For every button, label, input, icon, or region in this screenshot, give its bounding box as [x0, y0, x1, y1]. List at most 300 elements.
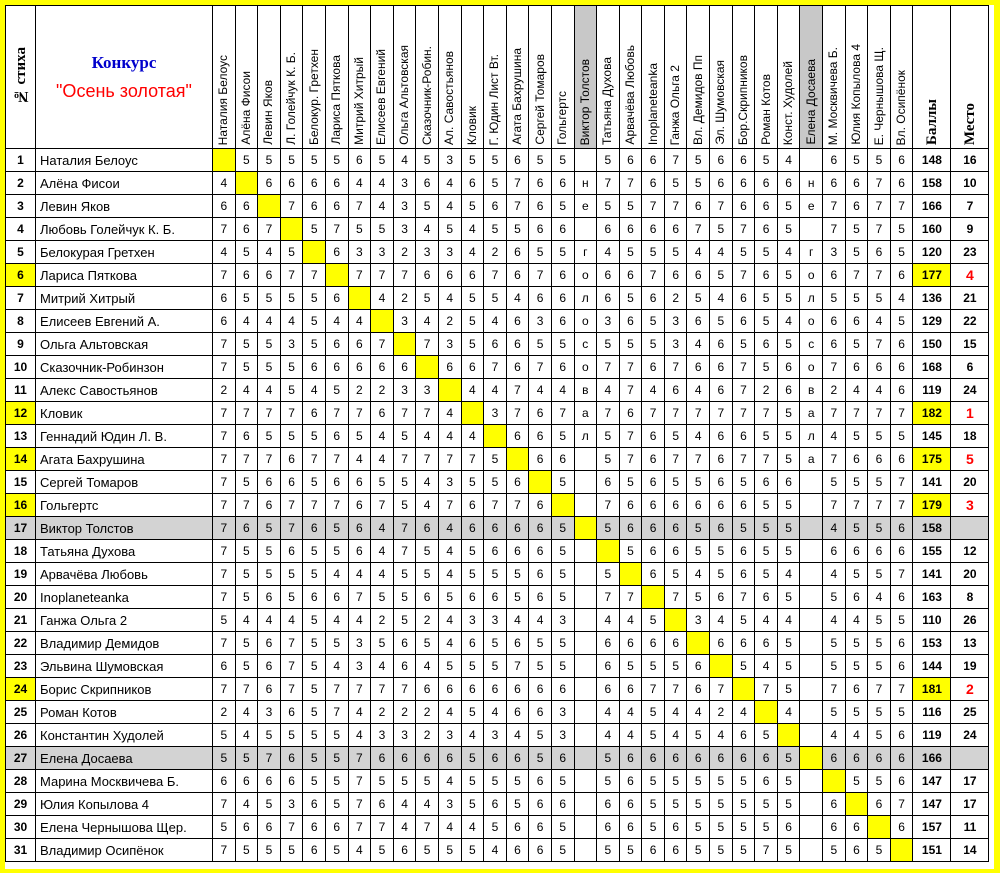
place-cell: 9: [951, 218, 989, 241]
score-cell: [800, 839, 823, 862]
score-cell: 4: [710, 241, 733, 264]
score-cell: 6: [710, 333, 733, 356]
score-cell: 6: [619, 632, 642, 655]
score-cell: 6: [845, 356, 868, 379]
score-cell: 7: [732, 402, 755, 425]
score-cell: 5: [619, 195, 642, 218]
score-cell: [574, 149, 597, 172]
score-cell: 5: [823, 632, 846, 655]
score-cell: 7: [393, 448, 416, 471]
table-row: [6, 264, 989, 287]
points-header-label: Баллы: [923, 98, 940, 145]
score-cell: 6: [303, 402, 326, 425]
score-cell: 6: [687, 655, 710, 678]
score-cell: 4: [280, 310, 303, 333]
score-cell: 5: [823, 471, 846, 494]
score-cell: 5: [235, 563, 258, 586]
score-cell: 5: [823, 586, 846, 609]
score-cell: 5: [393, 494, 416, 517]
score-cell: 7: [416, 448, 439, 471]
score-cell: 4: [461, 724, 484, 747]
score-cell: 6: [868, 448, 891, 471]
place-cell: 6: [951, 356, 989, 379]
score-cell: 7: [687, 218, 710, 241]
score-cell: 5: [348, 425, 371, 448]
judge-name: Сказочник-Робин.: [419, 45, 434, 145]
score-cell: 6: [213, 287, 236, 310]
results-table: [5, 5, 989, 862]
score-cell: л: [574, 425, 597, 448]
author-name-cell: Эльвина Шумовская: [36, 655, 213, 678]
table-row: [6, 747, 989, 770]
score-cell: 6: [687, 678, 710, 701]
score-cell: 7: [461, 448, 484, 471]
score-cell: 5: [461, 701, 484, 724]
score-cell: 3: [484, 609, 507, 632]
judge-header: [823, 6, 846, 149]
score-cell: 5: [868, 149, 891, 172]
judge-header: [777, 6, 800, 149]
score-cell: 6: [732, 287, 755, 310]
score-cell: 4: [506, 724, 529, 747]
score-cell: 5: [777, 770, 800, 793]
poem-number-cell: 16: [6, 494, 36, 517]
score-cell: а: [800, 402, 823, 425]
score-cell: о: [574, 264, 597, 287]
score-cell: 5: [303, 425, 326, 448]
score-cell: 6: [664, 747, 687, 770]
score-cell: 6: [484, 517, 507, 540]
score-cell: 6: [687, 747, 710, 770]
score-cell: 6: [755, 586, 778, 609]
score-cell: 6: [732, 747, 755, 770]
score-cell: 5: [642, 310, 665, 333]
score-cell: 6: [258, 494, 281, 517]
score-cell: 7: [890, 195, 913, 218]
score-cell: 6: [506, 149, 529, 172]
judge-name: Ал. Савостьянов: [442, 51, 457, 145]
score-cell: 5: [280, 241, 303, 264]
score-cell: 5: [529, 632, 552, 655]
score-cell: 3: [597, 310, 620, 333]
place-cell: 7: [951, 195, 989, 218]
score-cell: 7: [755, 839, 778, 862]
score-cell: 5: [461, 540, 484, 563]
score-cell: 6: [687, 195, 710, 218]
judge-header: [280, 6, 303, 149]
self-score-cell: [687, 632, 710, 655]
score-cell: [574, 218, 597, 241]
score-cell: 4: [303, 379, 326, 402]
place-cell: [951, 517, 989, 540]
self-score-cell: [777, 724, 800, 747]
score-cell: 6: [280, 701, 303, 724]
score-cell: 5: [461, 195, 484, 218]
score-cell: 5: [619, 287, 642, 310]
score-cell: 7: [371, 678, 394, 701]
table-row: [6, 517, 989, 540]
judge-name: Белокур. Гретхен: [306, 49, 321, 145]
score-cell: 5: [732, 517, 755, 540]
score-cell: 4: [710, 609, 733, 632]
score-cell: 4: [664, 724, 687, 747]
score-cell: 5: [303, 678, 326, 701]
score-cell: 7: [280, 402, 303, 425]
score-cell: 6: [235, 425, 258, 448]
points-cell: 177: [913, 264, 951, 287]
judge-name: Ольга Альтовская: [397, 45, 412, 145]
self-score-cell: [371, 310, 394, 333]
score-cell: 5: [890, 310, 913, 333]
score-cell: 6: [642, 517, 665, 540]
score-cell: 5: [687, 540, 710, 563]
score-cell: 5: [393, 471, 416, 494]
score-cell: 5: [258, 724, 281, 747]
score-cell: 6: [710, 149, 733, 172]
score-cell: 5: [213, 609, 236, 632]
place-header: [951, 6, 989, 149]
score-cell: 7: [664, 448, 687, 471]
score-cell: 2: [755, 379, 778, 402]
score-cell: 5: [777, 632, 800, 655]
score-cell: 7: [348, 770, 371, 793]
score-cell: 5: [755, 540, 778, 563]
score-cell: 6: [303, 839, 326, 862]
score-cell: 6: [438, 678, 461, 701]
judge-name: Ганжа Ольга 2: [668, 64, 683, 145]
score-cell: 5: [777, 517, 800, 540]
author-name-cell: Елена Чернышова Щер.: [36, 816, 213, 839]
score-cell: 7: [235, 678, 258, 701]
score-cell: 6: [664, 218, 687, 241]
score-cell: 4: [687, 701, 710, 724]
judge-header: [597, 6, 620, 149]
self-score-cell: [303, 241, 326, 264]
score-cell: 6: [325, 195, 348, 218]
judge-header: [438, 6, 461, 149]
score-cell: 6: [484, 195, 507, 218]
score-cell: 6: [890, 816, 913, 839]
score-cell: 5: [664, 172, 687, 195]
score-cell: 7: [371, 333, 394, 356]
table-row: [6, 425, 989, 448]
score-cell: 5: [710, 218, 733, 241]
table-row: [6, 563, 989, 586]
judge-name: Л. Голейчук К. Б.: [284, 52, 299, 145]
score-cell: 6: [664, 839, 687, 862]
score-cell: 4: [461, 241, 484, 264]
score-cell: 3: [393, 310, 416, 333]
score-cell: 6: [777, 379, 800, 402]
judge-name: Эл. Шумовская: [713, 60, 728, 145]
score-cell: 4: [687, 333, 710, 356]
judge-name: М. Москвичева Б.: [826, 46, 841, 145]
score-cell: 5: [235, 356, 258, 379]
score-cell: 6: [551, 448, 574, 471]
score-cell: 6: [258, 471, 281, 494]
score-cell: 7: [213, 793, 236, 816]
score-cell: [574, 770, 597, 793]
score-cell: 7: [280, 632, 303, 655]
score-cell: 5: [551, 195, 574, 218]
score-cell: 6: [732, 172, 755, 195]
score-cell: 6: [506, 425, 529, 448]
self-score-cell: [823, 770, 846, 793]
score-cell: 6: [506, 310, 529, 333]
score-cell: 3: [416, 241, 439, 264]
score-cell: 4: [461, 218, 484, 241]
score-cell: 6: [890, 747, 913, 770]
score-cell: 5: [325, 632, 348, 655]
poem-number-cell: 2: [6, 172, 36, 195]
judge-name: Сергей Томаров: [532, 54, 547, 145]
self-score-cell: [506, 448, 529, 471]
judge-header: [687, 6, 710, 149]
score-cell: 5: [597, 195, 620, 218]
score-cell: 6: [461, 632, 484, 655]
score-cell: 5: [461, 793, 484, 816]
score-cell: 6: [823, 816, 846, 839]
score-cell: 7: [755, 448, 778, 471]
score-cell: 7: [732, 356, 755, 379]
score-cell: 5: [280, 356, 303, 379]
points-cell: 136: [913, 287, 951, 310]
score-cell: 5: [393, 425, 416, 448]
score-cell: [800, 494, 823, 517]
score-cell: с: [574, 333, 597, 356]
score-cell: 7: [213, 218, 236, 241]
score-cell: 6: [823, 793, 846, 816]
score-cell: 5: [732, 241, 755, 264]
judge-header: [325, 6, 348, 149]
table-row: [6, 402, 989, 425]
author-name-cell: Алёна Фисои: [36, 172, 213, 195]
score-cell: 5: [710, 816, 733, 839]
score-cell: 4: [438, 287, 461, 310]
score-cell: 5: [755, 724, 778, 747]
table-row: [6, 471, 989, 494]
score-cell: 5: [258, 356, 281, 379]
score-cell: 6: [303, 793, 326, 816]
score-cell: 6: [823, 310, 846, 333]
score-cell: 5: [416, 839, 439, 862]
score-cell: 5: [845, 333, 868, 356]
score-cell: 7: [213, 402, 236, 425]
self-score-cell: [664, 609, 687, 632]
self-score-cell: [213, 149, 236, 172]
score-cell: 7: [213, 586, 236, 609]
score-cell: 5: [303, 609, 326, 632]
score-cell: 6: [393, 655, 416, 678]
self-score-cell: [235, 172, 258, 195]
score-cell: 4: [258, 310, 281, 333]
score-cell: 4: [687, 425, 710, 448]
score-cell: 5: [777, 839, 800, 862]
score-cell: 6: [506, 747, 529, 770]
score-cell: 3: [438, 724, 461, 747]
score-cell: 7: [890, 678, 913, 701]
self-score-cell: [258, 195, 281, 218]
score-cell: 7: [597, 494, 620, 517]
score-cell: 4: [371, 448, 394, 471]
score-cell: 2: [371, 379, 394, 402]
points-cell: 119: [913, 379, 951, 402]
score-cell: 7: [732, 218, 755, 241]
score-cell: 6: [461, 356, 484, 379]
score-cell: 6: [506, 264, 529, 287]
score-cell: 5: [642, 770, 665, 793]
table-row: [6, 793, 989, 816]
score-cell: 4: [461, 379, 484, 402]
judge-name: Елисеев Евгений: [374, 49, 389, 145]
table-row: [6, 310, 989, 333]
self-score-cell: [800, 747, 823, 770]
score-cell: 2: [393, 241, 416, 264]
score-cell: 7: [642, 195, 665, 218]
score-cell: 6: [845, 678, 868, 701]
score-cell: 5: [664, 793, 687, 816]
score-cell: 6: [823, 149, 846, 172]
score-cell: 6: [619, 678, 642, 701]
score-cell: 5: [348, 218, 371, 241]
score-cell: 6: [642, 218, 665, 241]
score-cell: 7: [823, 448, 846, 471]
score-cell: 6: [529, 494, 552, 517]
score-cell: 5: [551, 517, 574, 540]
score-cell: 4: [416, 793, 439, 816]
score-cell: 5: [303, 287, 326, 310]
score-cell: 7: [529, 356, 552, 379]
score-cell: 5: [506, 218, 529, 241]
score-cell: 4: [235, 609, 258, 632]
self-score-cell: [642, 586, 665, 609]
score-cell: 6: [890, 264, 913, 287]
score-cell: 4: [258, 379, 281, 402]
score-cell: 6: [845, 839, 868, 862]
score-cell: [574, 563, 597, 586]
score-cell: 4: [348, 172, 371, 195]
score-cell: 6: [890, 356, 913, 379]
score-cell: 7: [213, 333, 236, 356]
points-cell: 153: [913, 632, 951, 655]
score-cell: 7: [868, 494, 891, 517]
judge-header: [506, 6, 529, 149]
score-cell: 6: [348, 149, 371, 172]
score-cell: 3: [438, 333, 461, 356]
points-cell: 120: [913, 241, 951, 264]
score-cell: 6: [710, 448, 733, 471]
author-name-cell: Роман Котов: [36, 701, 213, 724]
table-row: [6, 195, 989, 218]
score-cell: 7: [280, 517, 303, 540]
score-cell: 4: [416, 471, 439, 494]
score-cell: 7: [687, 448, 710, 471]
score-cell: 5: [371, 218, 394, 241]
score-cell: [800, 218, 823, 241]
score-cell: 5: [551, 241, 574, 264]
table-row: [6, 586, 989, 609]
judge-header: [303, 6, 326, 149]
score-cell: 6: [619, 816, 642, 839]
score-cell: 6: [484, 586, 507, 609]
judge-header: [258, 6, 281, 149]
score-cell: 3: [393, 195, 416, 218]
place-cell: 20: [951, 563, 989, 586]
score-cell: 6: [235, 816, 258, 839]
score-cell: 5: [461, 471, 484, 494]
author-name-cell: Татьяна Духова: [36, 540, 213, 563]
score-cell: 5: [642, 701, 665, 724]
score-cell: 5: [710, 310, 733, 333]
points-cell: 166: [913, 195, 951, 218]
score-cell: 7: [823, 494, 846, 517]
judge-header: [710, 6, 733, 149]
place-cell: 5: [951, 448, 989, 471]
judge-header: [890, 6, 913, 149]
score-cell: 6: [258, 678, 281, 701]
score-cell: 3: [664, 310, 687, 333]
score-cell: 4: [845, 724, 868, 747]
place-cell: [951, 747, 989, 770]
place-cell: 23: [951, 241, 989, 264]
score-cell: 5: [845, 425, 868, 448]
score-cell: 4: [416, 425, 439, 448]
score-cell: 5: [823, 655, 846, 678]
score-cell: л: [800, 287, 823, 310]
place-cell: 15: [951, 333, 989, 356]
author-name-cell: Белокурая Гретхен: [36, 241, 213, 264]
score-cell: 4: [642, 379, 665, 402]
score-cell: 4: [777, 149, 800, 172]
table-row: [6, 839, 989, 862]
points-cell: 151: [913, 839, 951, 862]
score-cell: 6: [619, 402, 642, 425]
score-cell: 7: [823, 678, 846, 701]
judge-name: Виктор Толстов: [577, 58, 592, 145]
poem-number-cell: 3: [6, 195, 36, 218]
score-cell: 5: [755, 425, 778, 448]
score-cell: 5: [642, 655, 665, 678]
score-cell: 5: [551, 563, 574, 586]
score-cell: 6: [303, 356, 326, 379]
author-name-cell: Любовь Голейчук К. Б.: [36, 218, 213, 241]
score-cell: 5: [755, 816, 778, 839]
points-cell: 141: [913, 471, 951, 494]
poem-number-header: [6, 6, 36, 149]
score-cell: 4: [484, 839, 507, 862]
score-cell: 6: [461, 517, 484, 540]
score-cell: 6: [325, 333, 348, 356]
score-cell: 5: [529, 241, 552, 264]
score-cell: 3: [393, 379, 416, 402]
score-cell: 2: [348, 379, 371, 402]
score-cell: 4: [438, 540, 461, 563]
score-cell: 7: [868, 402, 891, 425]
score-cell: 5: [619, 839, 642, 862]
score-cell: 6: [484, 540, 507, 563]
poem-number-cell: 8: [6, 310, 36, 333]
score-cell: 4: [664, 701, 687, 724]
poem-number-cell: 28: [6, 770, 36, 793]
score-cell: 4: [619, 724, 642, 747]
author-name-cell: Левин Яков: [36, 195, 213, 218]
score-cell: 7: [393, 517, 416, 540]
score-cell: 4: [438, 701, 461, 724]
score-cell: 5: [755, 310, 778, 333]
score-cell: 6: [303, 172, 326, 195]
score-cell: 4: [619, 609, 642, 632]
score-cell: г: [800, 241, 823, 264]
